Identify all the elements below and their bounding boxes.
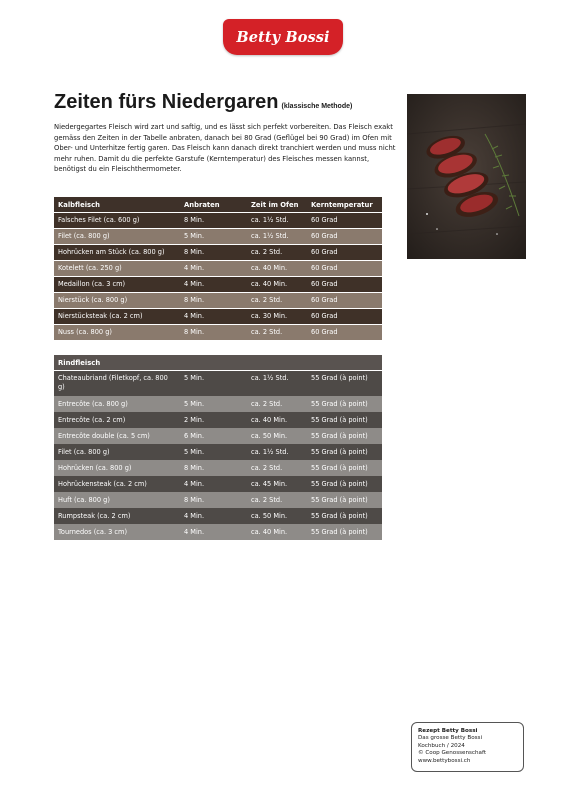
page-title [54,91,404,114]
credit-heading: Rezept Betty Bossi [418,728,478,734]
table-row: Chateaubriand (Filetkopf, ca. 800 g) 5 Min. ca. 1½ Std. 55 Grad (à point) [54,371,382,396]
sliced-steak-photo [407,94,526,259]
table-row: Filet (ca. 800 g) 5 Min. ca. 1½ Std. 60 Grad [54,229,382,245]
rindfleisch-table [54,355,382,540]
credit-line: Das grosse Betty Bossi [418,735,483,742]
table-row: Entrecôte double (ca. 5 cm) 6 Min. ca. 50 Min. 55 Grad (à point) [54,428,382,444]
col-anbraten: Anbraten [184,200,220,209]
table-row: Falsches Filet (ca. 600 g) 8 Min. ca. 1½ Std. 60 Grad [54,213,382,229]
credit-line: Kochbuch / 2024 [418,742,465,749]
kalbfleisch-table [54,197,382,340]
title-sub: (klassische Methode) [281,103,353,110]
table-row: Hohrückensteak (ca. 2 cm) 4 Min. ca. 45 Min. 55 Grad (à point) [54,476,382,492]
table-row: Hohrücken am Stück (ca. 800 g) 8 Min. ca. 2 Std. 60 Grad [54,245,382,261]
betty-bossi-logo [223,19,343,55]
col-zeit: Zeit im Ofen [251,200,299,209]
credit-line: © Coop Genossenschaft [418,750,487,757]
table-row: Nuss (ca. 800 g) 8 Min. ca. 2 Std. 60 Grad [54,325,382,341]
col-meat: Rindfleisch [58,358,101,367]
table-row: Huft (ca. 800 g) 8 Min. ca. 2 Std. 55 Grad (à point) [54,492,382,508]
table-row: Kotelett (ca. 250 g) 4 Min. ca. 40 Min. 60 Grad [54,261,382,277]
intro-text: Niedergegartes Fleisch wird zart und saftig, und es lässt sich perfekt vorbereiten. Das Fleisch exakt gemäss den Zeiten in der Tabelle anbraten, danach bei 80 Grad (Geflügel bei 90 Grad) im Ofen mit Ober- und Unterhitze fertig garen. Das Fleisch kann danach direkt tranchiert werden und muss nicht mehr ruhen. Damit du die perfekte Garstufe (Kerntemperatur) des Fleisches messen kannst, benötigst du ein Fleischthermometer. [54,123,396,174]
table-row: Tournedos (ca. 3 cm) 4 Min. ca. 40 Min. 55 Grad (à point) [54,524,382,540]
table-row: Entrecôte (ca. 2 cm) 2 Min. ca. 40 Min. 55 Grad (à point) [54,412,382,428]
rindfleisch-header [54,355,382,370]
col-meat: Kalbfleisch [58,200,100,209]
col-kerntemp: Kerntemperatur [311,200,373,209]
table-row: Rumpsteak (ca. 2 cm) 4 Min. ca. 50 Min. 55 Grad (à point) [54,508,382,524]
table-row: Hohrücken (ca. 800 g) 8 Min. ca. 2 Std. 55 Grad (à point) [54,460,382,476]
logo-text: Betty Bossi [236,28,330,46]
table-row: Filet (ca. 800 g) 5 Min. ca. 1½ Std. 55 Grad (à point) [54,444,382,460]
table-row: Entrecôte (ca. 800 g) 5 Min. ca. 2 Std. 55 Grad (à point) [54,396,382,412]
title-main: Zeiten fürs Niedergaren [54,91,279,113]
table-row: Medaillon (ca. 3 cm) 4 Min. ca. 40 Min. 60 Grad [54,277,382,293]
table-row: Nierstücksteak (ca. 2 cm) 4 Min. ca. 30 Min. 60 Grad [54,309,382,325]
credit-website-link[interactable]: www.bettybossi.ch [418,757,471,764]
table-row: Nierstück (ca. 800 g) 8 Min. ca. 2 Std. 60 Grad [54,293,382,309]
kalbfleisch-header [54,197,382,212]
recipe-credit-box [411,722,524,772]
